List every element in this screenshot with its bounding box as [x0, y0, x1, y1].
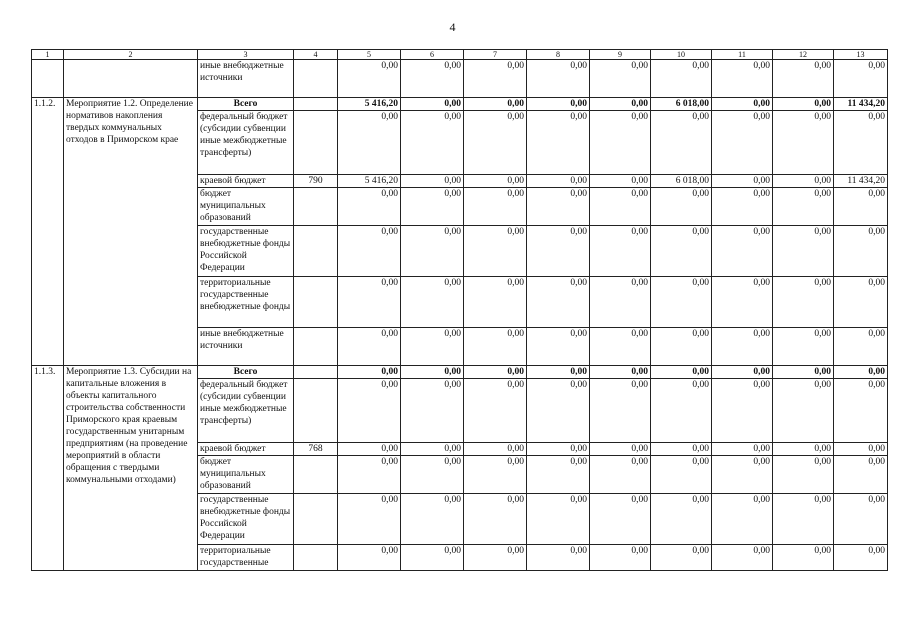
budget-code: [294, 456, 338, 494]
value-cell: 0,00: [651, 188, 712, 226]
value-cell: 5 416,20: [338, 98, 401, 111]
value-cell: 0,00: [338, 443, 401, 456]
value-cell: 0,00: [773, 456, 834, 494]
value-cell: 0,00: [527, 98, 590, 111]
value-cell: 0,00: [651, 494, 712, 545]
value-cell: 0,00: [527, 545, 590, 571]
value-cell: 0,00: [590, 226, 651, 277]
value-cell: 0,00: [527, 111, 590, 175]
value-cell: 0,00: [773, 443, 834, 456]
value-cell: 0,00: [401, 494, 464, 545]
funding-source: Всего: [198, 98, 294, 111]
funding-source: краевой бюджет: [198, 443, 294, 456]
value-cell: 0,00: [773, 111, 834, 175]
value-cell: 0,00: [464, 188, 527, 226]
budget-code: [294, 60, 338, 98]
funding-source: краевой бюджет: [198, 175, 294, 188]
value-cell: 0,00: [401, 188, 464, 226]
value-cell: 0,00: [834, 277, 888, 328]
funding-source: государственные внебюджетные фонды Российской Федерации: [198, 494, 294, 545]
funding-source: Всего: [198, 366, 294, 379]
value-cell: 0,00: [651, 60, 712, 98]
budget-code: [294, 494, 338, 545]
value-cell: 0,00: [834, 366, 888, 379]
value-cell: 0,00: [527, 366, 590, 379]
value-cell: 0,00: [773, 277, 834, 328]
value-cell: 0,00: [401, 226, 464, 277]
value-cell: 0,00: [712, 379, 773, 443]
header-cell: 7: [464, 50, 527, 60]
value-cell: 0,00: [590, 443, 651, 456]
value-cell: 0,00: [773, 366, 834, 379]
value-cell: 0,00: [527, 379, 590, 443]
value-cell: 6 018,00: [651, 175, 712, 188]
value-cell: 0,00: [590, 277, 651, 328]
value-cell: 0,00: [712, 175, 773, 188]
value-cell: 0,00: [834, 188, 888, 226]
header-cell: 8: [527, 50, 590, 60]
value-cell: 0,00: [834, 226, 888, 277]
value-cell: 0,00: [651, 111, 712, 175]
value-cell: 0,00: [527, 328, 590, 366]
value-cell: 0,00: [401, 456, 464, 494]
value-cell: 0,00: [338, 379, 401, 443]
budget-code: 790: [294, 175, 338, 188]
funding-source: иные внебюджетные источники: [198, 328, 294, 366]
value-cell: 0,00: [590, 456, 651, 494]
value-cell: 0,00: [464, 98, 527, 111]
value-cell: 0,00: [401, 366, 464, 379]
header-cell: 2: [64, 50, 198, 60]
header-cell: 6: [401, 50, 464, 60]
page-number: 4: [449, 20, 456, 34]
header-row: [32, 50, 888, 60]
budget-code: [294, 188, 338, 226]
header-cell: 10: [651, 50, 712, 60]
value-cell: 0,00: [651, 443, 712, 456]
measure-number: 1.1.2.: [32, 98, 64, 366]
value-cell: 0,00: [401, 60, 464, 98]
header-cell: 11: [712, 50, 773, 60]
budget-code: 768: [294, 443, 338, 456]
measure-name: [64, 60, 198, 98]
value-cell: 0,00: [401, 98, 464, 111]
value-cell: 11 434,20: [834, 98, 888, 111]
funding-source: федеральный бюджет (субсидии субвенции иные межбюджетные трансферты): [198, 111, 294, 175]
value-cell: 0,00: [651, 328, 712, 366]
value-cell: 0,00: [527, 175, 590, 188]
value-cell: 0,00: [590, 328, 651, 366]
value-cell: 0,00: [527, 277, 590, 328]
value-cell: 0,00: [712, 366, 773, 379]
funding-source: бюджет муниципальных образований: [198, 188, 294, 226]
value-cell: 0,00: [834, 111, 888, 175]
value-cell: 0,00: [464, 111, 527, 175]
value-cell: 0,00: [712, 98, 773, 111]
budget-code: [294, 545, 338, 571]
value-cell: 0,00: [401, 175, 464, 188]
value-cell: 0,00: [464, 226, 527, 277]
value-cell: 0,00: [464, 366, 527, 379]
value-cell: 0,00: [338, 366, 401, 379]
budget-code: [294, 111, 338, 175]
value-cell: 0,00: [834, 456, 888, 494]
measure-number: 1.1.3.: [32, 366, 64, 571]
value-cell: 0,00: [401, 545, 464, 571]
value-cell: 0,00: [590, 545, 651, 571]
value-cell: 0,00: [401, 379, 464, 443]
value-cell: 0,00: [834, 60, 888, 98]
value-cell: 0,00: [401, 111, 464, 175]
value-cell: 0,00: [338, 60, 401, 98]
table-row: [32, 366, 888, 379]
value-cell: 0,00: [590, 366, 651, 379]
value-cell: 0,00: [338, 226, 401, 277]
budget-code: [294, 226, 338, 277]
table-row: [32, 60, 888, 98]
value-cell: 0,00: [527, 188, 590, 226]
value-cell: 0,00: [401, 277, 464, 328]
value-cell: 0,00: [338, 188, 401, 226]
value-cell: 0,00: [773, 175, 834, 188]
value-cell: 0,00: [712, 494, 773, 545]
value-cell: 0,00: [773, 226, 834, 277]
value-cell: 0,00: [527, 60, 590, 98]
value-cell: 0,00: [464, 277, 527, 328]
value-cell: 0,00: [834, 545, 888, 571]
value-cell: 0,00: [338, 328, 401, 366]
value-cell: 0,00: [773, 328, 834, 366]
header-cell: 13: [834, 50, 888, 60]
value-cell: 0,00: [834, 379, 888, 443]
budget-table: [31, 49, 888, 571]
funding-source: территориальные государственные внебюджетные фонды: [198, 277, 294, 328]
value-cell: 11 434,20: [834, 175, 888, 188]
value-cell: 0,00: [527, 443, 590, 456]
funding-source: иные внебюджетные источники: [198, 60, 294, 98]
value-cell: 0,00: [651, 226, 712, 277]
value-cell: 0,00: [712, 456, 773, 494]
funding-source: бюджет муниципальных образований: [198, 456, 294, 494]
value-cell: 0,00: [401, 328, 464, 366]
value-cell: 0,00: [712, 328, 773, 366]
value-cell: 0,00: [338, 545, 401, 571]
value-cell: 0,00: [464, 379, 527, 443]
value-cell: 0,00: [464, 328, 527, 366]
value-cell: 0,00: [338, 277, 401, 328]
value-cell: 0,00: [590, 111, 651, 175]
value-cell: 0,00: [527, 494, 590, 545]
budget-code: [294, 98, 338, 111]
value-cell: 0,00: [834, 328, 888, 366]
value-cell: 0,00: [338, 494, 401, 545]
value-cell: 0,00: [773, 60, 834, 98]
value-cell: 0,00: [773, 545, 834, 571]
value-cell: 0,00: [464, 456, 527, 494]
value-cell: 0,00: [651, 545, 712, 571]
value-cell: 0,00: [773, 494, 834, 545]
value-cell: 0,00: [712, 545, 773, 571]
header-cell: 1: [32, 50, 64, 60]
header-cell: 5: [338, 50, 401, 60]
value-cell: 0,00: [590, 188, 651, 226]
value-cell: 0,00: [464, 545, 527, 571]
value-cell: 0,00: [338, 456, 401, 494]
value-cell: 5 416,20: [338, 175, 401, 188]
value-cell: 0,00: [712, 443, 773, 456]
funding-source: территориальные государственные: [198, 545, 294, 571]
value-cell: 0,00: [338, 111, 401, 175]
budget-code: [294, 366, 338, 379]
header-cell: 12: [773, 50, 834, 60]
value-cell: 0,00: [651, 456, 712, 494]
value-cell: 0,00: [590, 60, 651, 98]
value-cell: 0,00: [773, 188, 834, 226]
header-cell: 9: [590, 50, 651, 60]
value-cell: 0,00: [590, 175, 651, 188]
value-cell: 0,00: [712, 277, 773, 328]
value-cell: 0,00: [590, 494, 651, 545]
value-cell: 0,00: [527, 226, 590, 277]
value-cell: 0,00: [651, 366, 712, 379]
value-cell: 0,00: [712, 188, 773, 226]
budget-code: [294, 328, 338, 366]
value-cell: 0,00: [712, 111, 773, 175]
funding-source: федеральный бюджет (субсидии субвенции иные межбюджетные трансферты): [198, 379, 294, 443]
value-cell: 0,00: [651, 379, 712, 443]
measure-name: Мероприятие 1.2. Определение нормативов накопления твердых коммунальных отходов в Приморском крае: [64, 98, 198, 366]
measure-number: [32, 60, 64, 98]
budget-code: [294, 277, 338, 328]
value-cell: 0,00: [651, 277, 712, 328]
value-cell: 0,00: [590, 379, 651, 443]
value-cell: 0,00: [464, 175, 527, 188]
value-cell: 0,00: [464, 60, 527, 98]
funding-source: государственные внебюджетные фонды Российской Федерации: [198, 226, 294, 277]
value-cell: 0,00: [401, 443, 464, 456]
header-cell: 3: [198, 50, 294, 60]
value-cell: 0,00: [773, 379, 834, 443]
value-cell: 0,00: [834, 443, 888, 456]
value-cell: 0,00: [712, 226, 773, 277]
value-cell: 0,00: [773, 98, 834, 111]
value-cell: 0,00: [527, 456, 590, 494]
value-cell: 6 018,00: [651, 98, 712, 111]
value-cell: 0,00: [464, 494, 527, 545]
measure-name: Мероприятие 1.3. Субсидии на капитальные вложения в объекты капитального строительства собственности Приморского края краевым государственным унитарным предприятиям (на проведение мероприятий в области обращения с твердыми коммунальными отходами): [64, 366, 198, 571]
value-cell: 0,00: [590, 98, 651, 111]
budget-code: [294, 379, 338, 443]
header-cell: 4: [294, 50, 338, 60]
table-row: [32, 98, 888, 111]
value-cell: 0,00: [712, 60, 773, 98]
value-cell: 0,00: [464, 443, 527, 456]
value-cell: 0,00: [834, 494, 888, 545]
